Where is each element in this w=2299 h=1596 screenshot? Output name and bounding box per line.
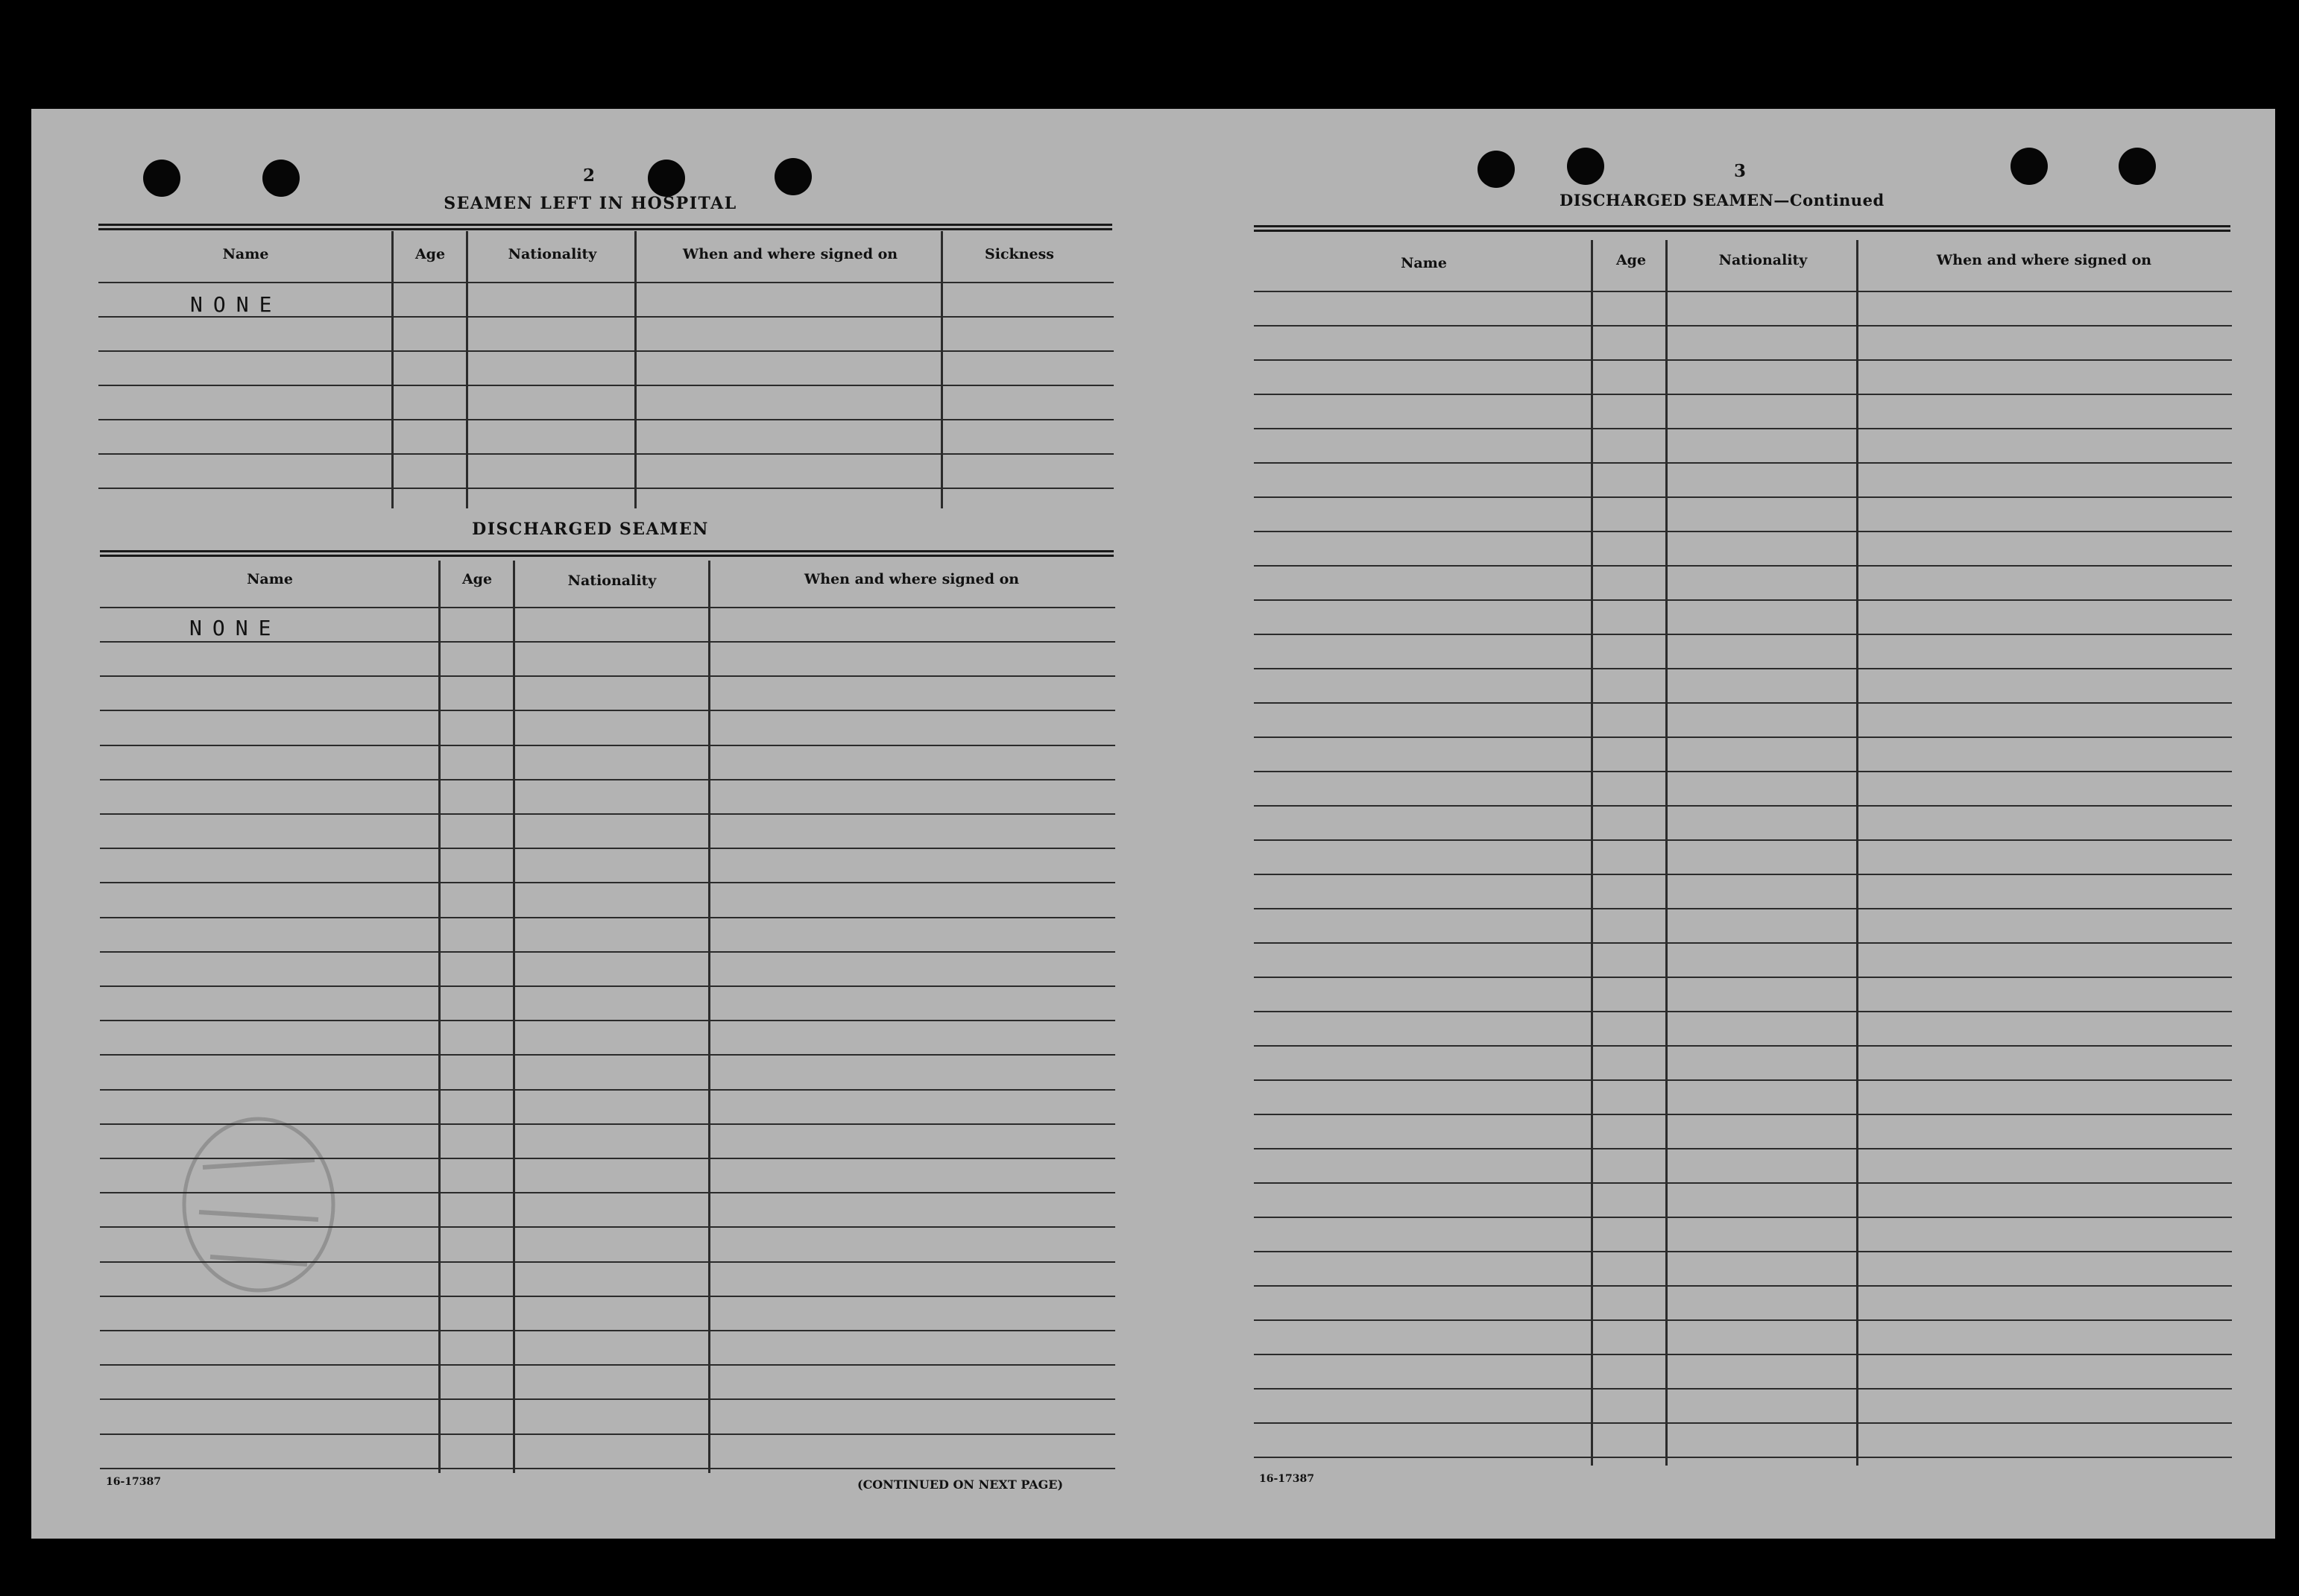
document-sheet: [31, 109, 2275, 1539]
table-rule-line: [1254, 702, 2232, 704]
table-rule-line: [1254, 1457, 2232, 1458]
discharged-col-nationality: Nationality: [567, 573, 657, 589]
table-column-divider: [438, 561, 441, 1473]
hospital-col-nationality: Nationality: [508, 246, 597, 262]
right-header-rule: [1254, 225, 2230, 232]
table-column-divider: [1591, 240, 1593, 1466]
discharged-col-age: Age: [461, 571, 493, 587]
page-number: 2: [582, 165, 595, 186]
discharged-continued-title: DISCHARGED SEAMEN—Continued: [1560, 191, 1885, 209]
punch-hole: [1478, 151, 1515, 188]
table-rule-line: [100, 710, 1115, 711]
table-column-divider: [1856, 240, 1858, 1466]
table-rule-line: [1254, 1251, 2232, 1252]
right-page: [1172, 109, 2275, 1539]
table-rule-line: [100, 951, 1115, 953]
table-rule-line: [100, 1364, 1115, 1366]
discharged-section-title: DISCHARGED SEAMEN: [472, 520, 709, 539]
table-column-divider: [941, 231, 943, 508]
table-rule-line: [98, 316, 1114, 318]
table-rule-line: [1254, 1285, 2232, 1287]
table-rule-line: [100, 675, 1115, 677]
table-rule-line: [1254, 496, 2232, 498]
punch-hole: [2119, 148, 2156, 185]
page-number: 3: [1733, 161, 1746, 181]
table-rule-line: [1254, 1114, 2232, 1115]
punch-hole: [143, 160, 180, 197]
table-rule-line: [1254, 1319, 2232, 1321]
table-rule-line: [100, 1330, 1115, 1331]
right-col-name: Name: [1401, 255, 1447, 271]
hospital-section-title: SEAMEN LEFT IN HOSPITAL: [444, 194, 737, 213]
table-rule-line: [100, 1433, 1115, 1435]
table-column-divider: [708, 561, 710, 1473]
header-underline: [100, 607, 1115, 608]
table-column-divider: [634, 231, 637, 508]
table-rule-line: [100, 1089, 1115, 1091]
table-rule-line: [100, 848, 1115, 849]
header-underline: [1254, 291, 2232, 292]
table-rule-line: [1254, 1011, 2232, 1012]
table-rule-line: [1254, 394, 2232, 395]
continued-note: (CONTINUED ON NEXT PAGE): [857, 1477, 1064, 1492]
table-rule-line: [1254, 1079, 2232, 1081]
form-number: 16-17387: [106, 1476, 161, 1488]
table-rule-line: [1254, 771, 2232, 772]
table-rule-line: [1254, 942, 2232, 944]
table-rule-line: [1254, 1148, 2232, 1149]
table-rule-line: [1254, 359, 2232, 361]
table-rule-line: [1254, 565, 2232, 567]
table-rule-line: [1254, 908, 2232, 909]
table-rule-line: [1254, 839, 2232, 841]
table-rule-line: [1254, 668, 2232, 669]
table-rule-line: [98, 419, 1114, 420]
table-rule-line: [100, 1398, 1115, 1400]
table-column-divider: [391, 231, 394, 508]
table-rule-line: [100, 1020, 1115, 1021]
table-rule-line: [1254, 805, 2232, 807]
punch-hole: [2011, 148, 2048, 185]
hospital-header-rule: [98, 224, 1112, 230]
table-rule-line: [100, 1468, 1115, 1469]
discharged-header-rule: [100, 550, 1114, 557]
punch-hole: [262, 160, 300, 197]
table-rule-line: [98, 385, 1114, 386]
table-rule-line: [100, 882, 1115, 883]
table-column-divider: [1665, 240, 1668, 1466]
table-rule-line: [1254, 325, 2232, 327]
table-rule-line: [1254, 1182, 2232, 1184]
hospital-col-age: Age: [414, 246, 446, 262]
table-rule-line: [1254, 1422, 2232, 1424]
punch-hole: [775, 158, 812, 195]
hospital-entry-none: NONE: [190, 292, 283, 317]
table-rule-line: [98, 453, 1114, 455]
table-rule-line: [1254, 1354, 2232, 1355]
table-rule-line: [100, 917, 1115, 918]
table-column-divider: [513, 561, 515, 1473]
table-rule-line: [98, 350, 1114, 352]
table-column-divider: [466, 231, 468, 508]
table-rule-line: [100, 985, 1115, 987]
table-rule-line: [1254, 874, 2232, 875]
form-number: 16-17387: [1259, 1473, 1314, 1485]
faded-stamp-mark: [173, 1108, 344, 1302]
table-rule-line: [1254, 428, 2232, 429]
table-rule-line: [1254, 1388, 2232, 1390]
hospital-col-signed-on: When and where signed on: [682, 246, 898, 262]
table-rule-line: [100, 745, 1115, 746]
table-rule-line: [100, 641, 1115, 643]
table-rule-line: [1254, 1217, 2232, 1218]
right-col-signed-on: When and where signed on: [1936, 252, 2152, 268]
table-rule-line: [1254, 1045, 2232, 1047]
right-col-age: Age: [1615, 252, 1647, 268]
punch-hole: [648, 160, 685, 197]
left-page: [31, 109, 1172, 1539]
hospital-col-sickness: Sickness: [985, 246, 1054, 262]
table-rule-line: [1254, 737, 2232, 738]
table-rule-line: [100, 1054, 1115, 1056]
discharged-entry-none: NONE: [189, 616, 282, 640]
table-rule-line: [100, 779, 1115, 780]
discharged-col-signed-on: When and where signed on: [804, 571, 1020, 587]
punch-hole: [1567, 148, 1604, 185]
table-rule-line: [1254, 599, 2232, 601]
table-rule-line: [1254, 462, 2232, 464]
table-rule-line: [98, 488, 1114, 489]
table-rule-line: [1254, 634, 2232, 635]
table-rule-line: [1254, 531, 2232, 532]
header-underline: [98, 282, 1114, 283]
hospital-col-name: Name: [222, 246, 269, 262]
table-rule-line: [100, 813, 1115, 815]
right-col-nationality: Nationality: [1718, 252, 1808, 268]
table-rule-line: [1254, 977, 2232, 978]
discharged-col-name: Name: [247, 571, 293, 587]
